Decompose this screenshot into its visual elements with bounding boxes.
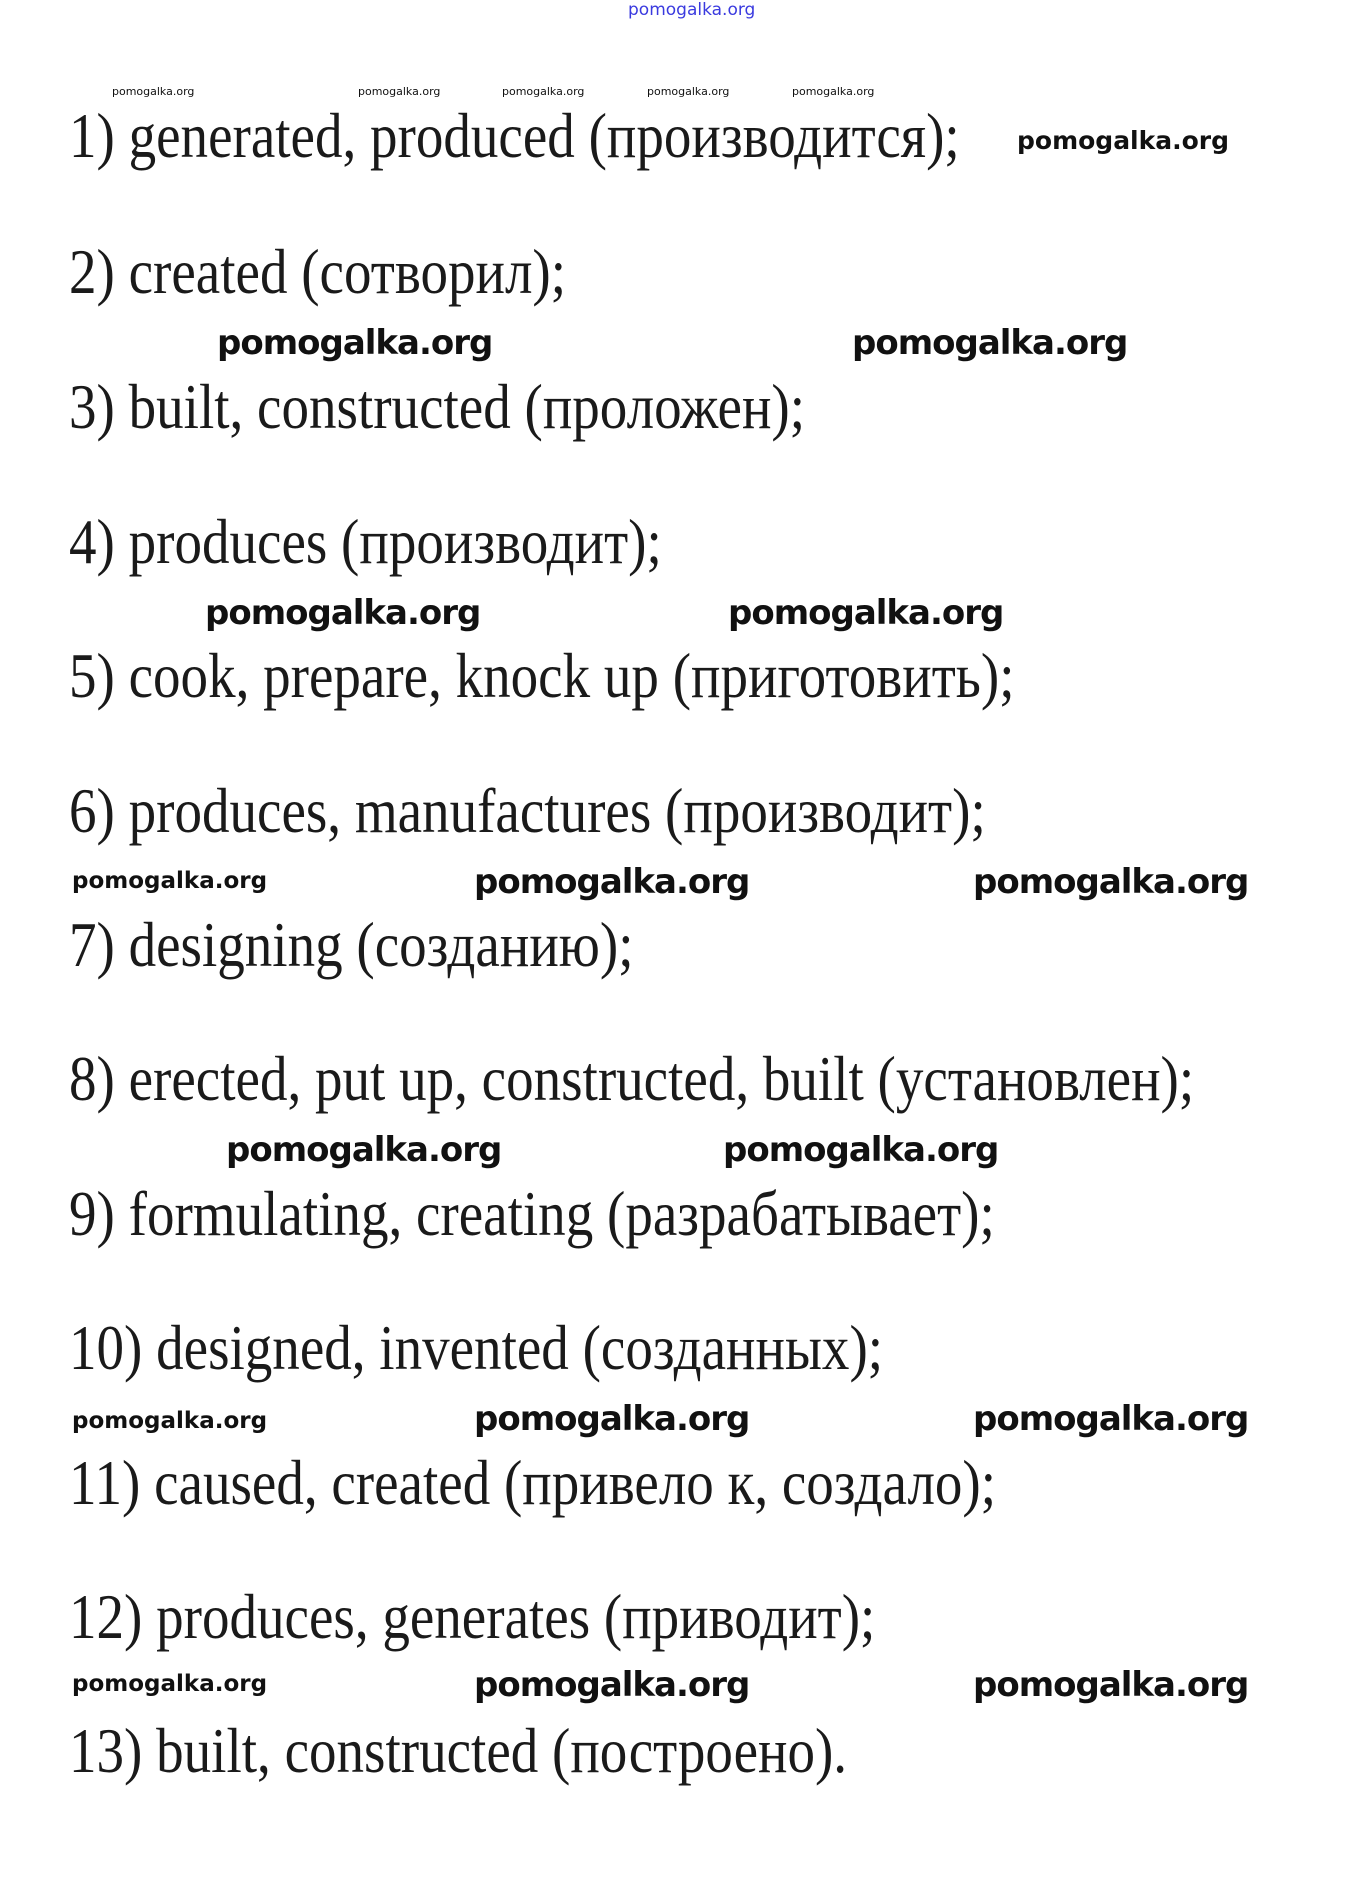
answer-item-2: 2) created (сотворил);	[69, 236, 567, 307]
watermark: pomogalka.org	[358, 85, 441, 98]
watermark: pomogalka.org	[852, 323, 1128, 363]
answer-item-8: 8) erected, put up, constructed, built (установлен);	[69, 1043, 1195, 1114]
answer-item-6: 6) produces, manufactures (производит);	[69, 775, 986, 846]
answer-item-4: 4) produces (производит);	[69, 506, 662, 577]
watermark: pomogalka.org	[973, 1399, 1249, 1439]
answer-item-13: 13) built, constructed (построено).	[69, 1715, 848, 1786]
watermark: pomogalka.org	[72, 1408, 268, 1434]
answer-item-7: 7) designing (созданию);	[69, 909, 634, 980]
watermark: pomogalka.org	[112, 85, 195, 98]
watermark: pomogalka.org	[723, 1130, 999, 1170]
answer-item-10: 10) designed, invented (созданных);	[69, 1312, 884, 1383]
watermark: pomogalka.org	[474, 1665, 750, 1705]
watermark: pomogalka.org	[217, 323, 493, 363]
watermark-top-link[interactable]: pomogalka.org	[628, 0, 756, 20]
answer-item-12: 12) produces, generates (приводит);	[69, 1581, 876, 1652]
watermark: pomogalka.org	[474, 862, 750, 902]
watermark: pomogalka.org	[502, 85, 585, 98]
answer-item-1: 1) generated, produced (производится);	[69, 100, 960, 171]
watermark: pomogalka.org	[72, 868, 268, 894]
watermark: pomogalka.org	[226, 1130, 502, 1170]
watermark: pomogalka.org	[647, 85, 730, 98]
watermark: pomogalka.org	[1017, 126, 1230, 155]
answer-item-3: 3) built, constructed (проложен);	[69, 371, 806, 442]
watermark: pomogalka.org	[205, 593, 481, 633]
answer-item-5: 5) cook, prepare, knock up (приготовить);	[69, 640, 1015, 711]
watermark: pomogalka.org	[728, 593, 1004, 633]
watermark: pomogalka.org	[72, 1671, 268, 1697]
answer-item-9: 9) formulating, creating (разрабатывает);	[69, 1178, 995, 1249]
watermark: pomogalka.org	[474, 1399, 750, 1439]
watermark: pomogalka.org	[973, 862, 1249, 902]
watermark: pomogalka.org	[792, 85, 875, 98]
answer-item-11: 11) caused, created (привело к, создало);	[69, 1447, 997, 1518]
watermark: pomogalka.org	[973, 1665, 1249, 1705]
